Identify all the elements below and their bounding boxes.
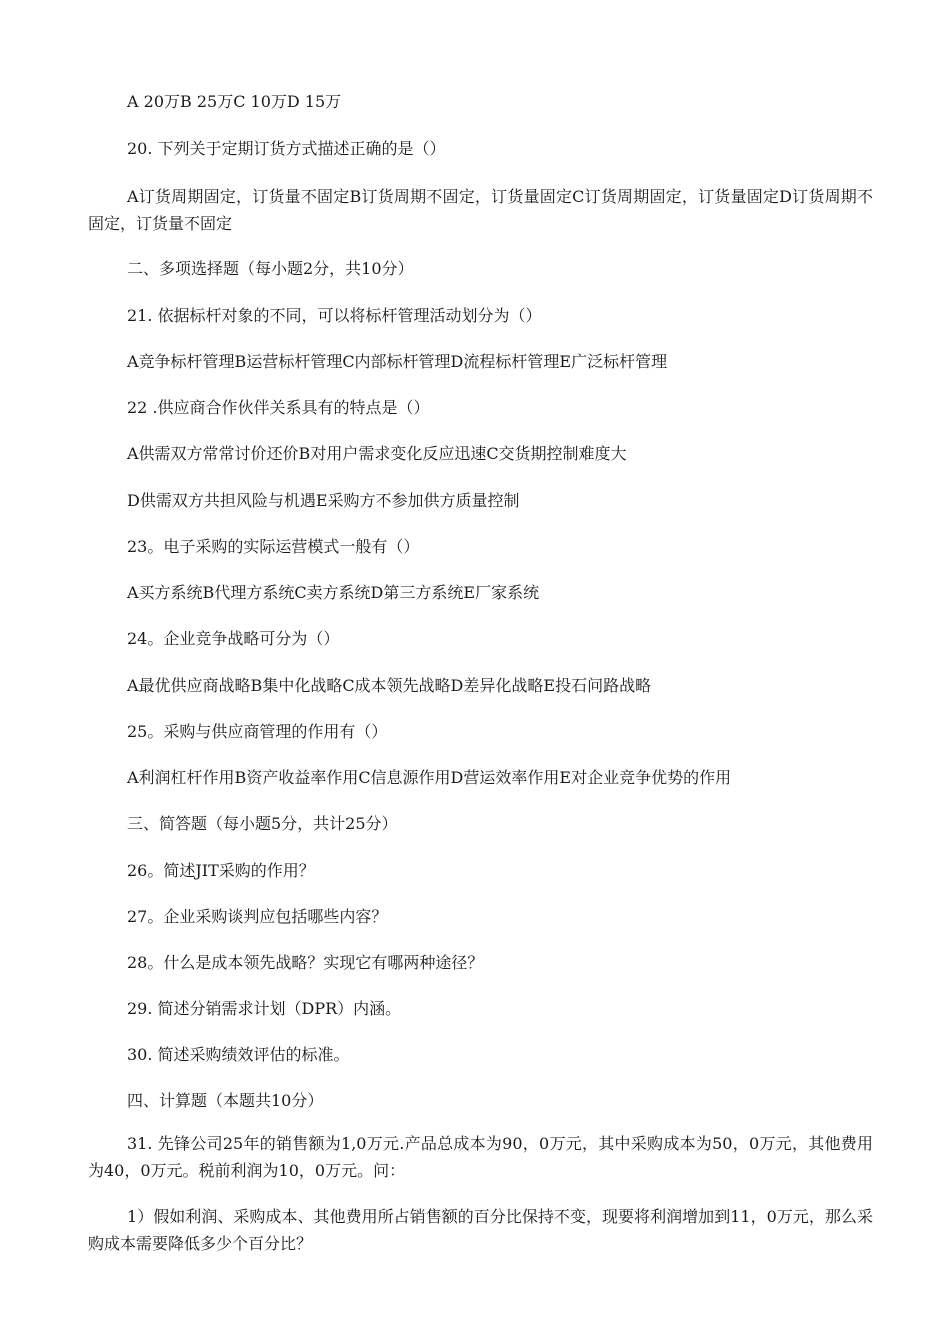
question-22: 22 .供应商合作伙伴关系具有的特点是（） (127, 398, 430, 417)
q22-options-line-1: A供需双方常常讨价还价B对用户需求变化反应迅速C交货期控制难度大 (127, 444, 627, 463)
question-30: 30. 简述采购绩效评估的标准。 (127, 1045, 350, 1064)
q25-options: A利润杠杆作用B资产收益率作用C信息源作用D营运效率作用E对企业竞争优势的作用 (127, 768, 732, 787)
q21-options: A竞争标杆管理B运营标杆管理C内部标杆管理D流程标杆管理E广泛标杆管理 (127, 352, 668, 371)
question-26: 26。简述JIT采购的作用？ (127, 861, 315, 880)
question-27: 27。企业采购谈判应包括哪些内容？ (127, 907, 388, 926)
question-28: 28。什么是成本领先战略？实现它有哪两种途径？ (127, 953, 484, 972)
question-20: 20. 下列关于定期订货方式描述正确的是（） (127, 139, 446, 158)
question-23: 23。电子采购的实际运营模式一般有（） (127, 537, 420, 556)
q23-options: A买方系统B代理方系统C卖方系统D第三方系统E厂家系统 (127, 583, 540, 602)
question-25: 25。采购与供应商管理的作用有（） (127, 722, 388, 741)
q31-subquestion-1: 1）假如利润、采购成本、其他费用所占销售额的百分比保持不变，现要将利润增加到11，0万元，那么采购成本需要降低多少个百分比？ (88, 1207, 873, 1253)
q19-options: A 20万B 25万C 10万D 15万 (127, 92, 342, 111)
section-heading-short-answer: 三、简答题（每小题5分，共计25分） (127, 814, 398, 833)
question-21: 21. 依据标杆对象的不同，可以将标杆管理活动划分为（） (127, 306, 542, 325)
q24-options: A最优供应商战略B集中化战略C成本领先战略D差异化战略E投石问路战略 (127, 676, 652, 695)
section-heading-calculation: 四、计算题（本题共10分） (127, 1091, 324, 1110)
question-29: 29. 简述分销需求计划（DPR）内涵。 (127, 999, 402, 1018)
q20-options: A订货周期固定，订货量不固定B订货周期不固定，订货量固定C订货周期固定，订货量固定D订货周期不固定，订货量不固定 (88, 187, 873, 233)
question-31: 31. 先锋公司25年的销售额为1,0万元.产品总成本为90，0万元，其中采购成本为50，0万元，其他费用为40，0万元。税前利润为10，0万元。问： (88, 1134, 873, 1180)
question-24: 24。企业竞争战略可分为（） (127, 629, 340, 648)
section-heading-multiple-choice: 二、多项选择题（每小题2分，共10分） (127, 259, 414, 278)
q22-options-line-2: D供需双方共担风险与机遇E采购方不参加供方质量控制 (127, 491, 520, 510)
